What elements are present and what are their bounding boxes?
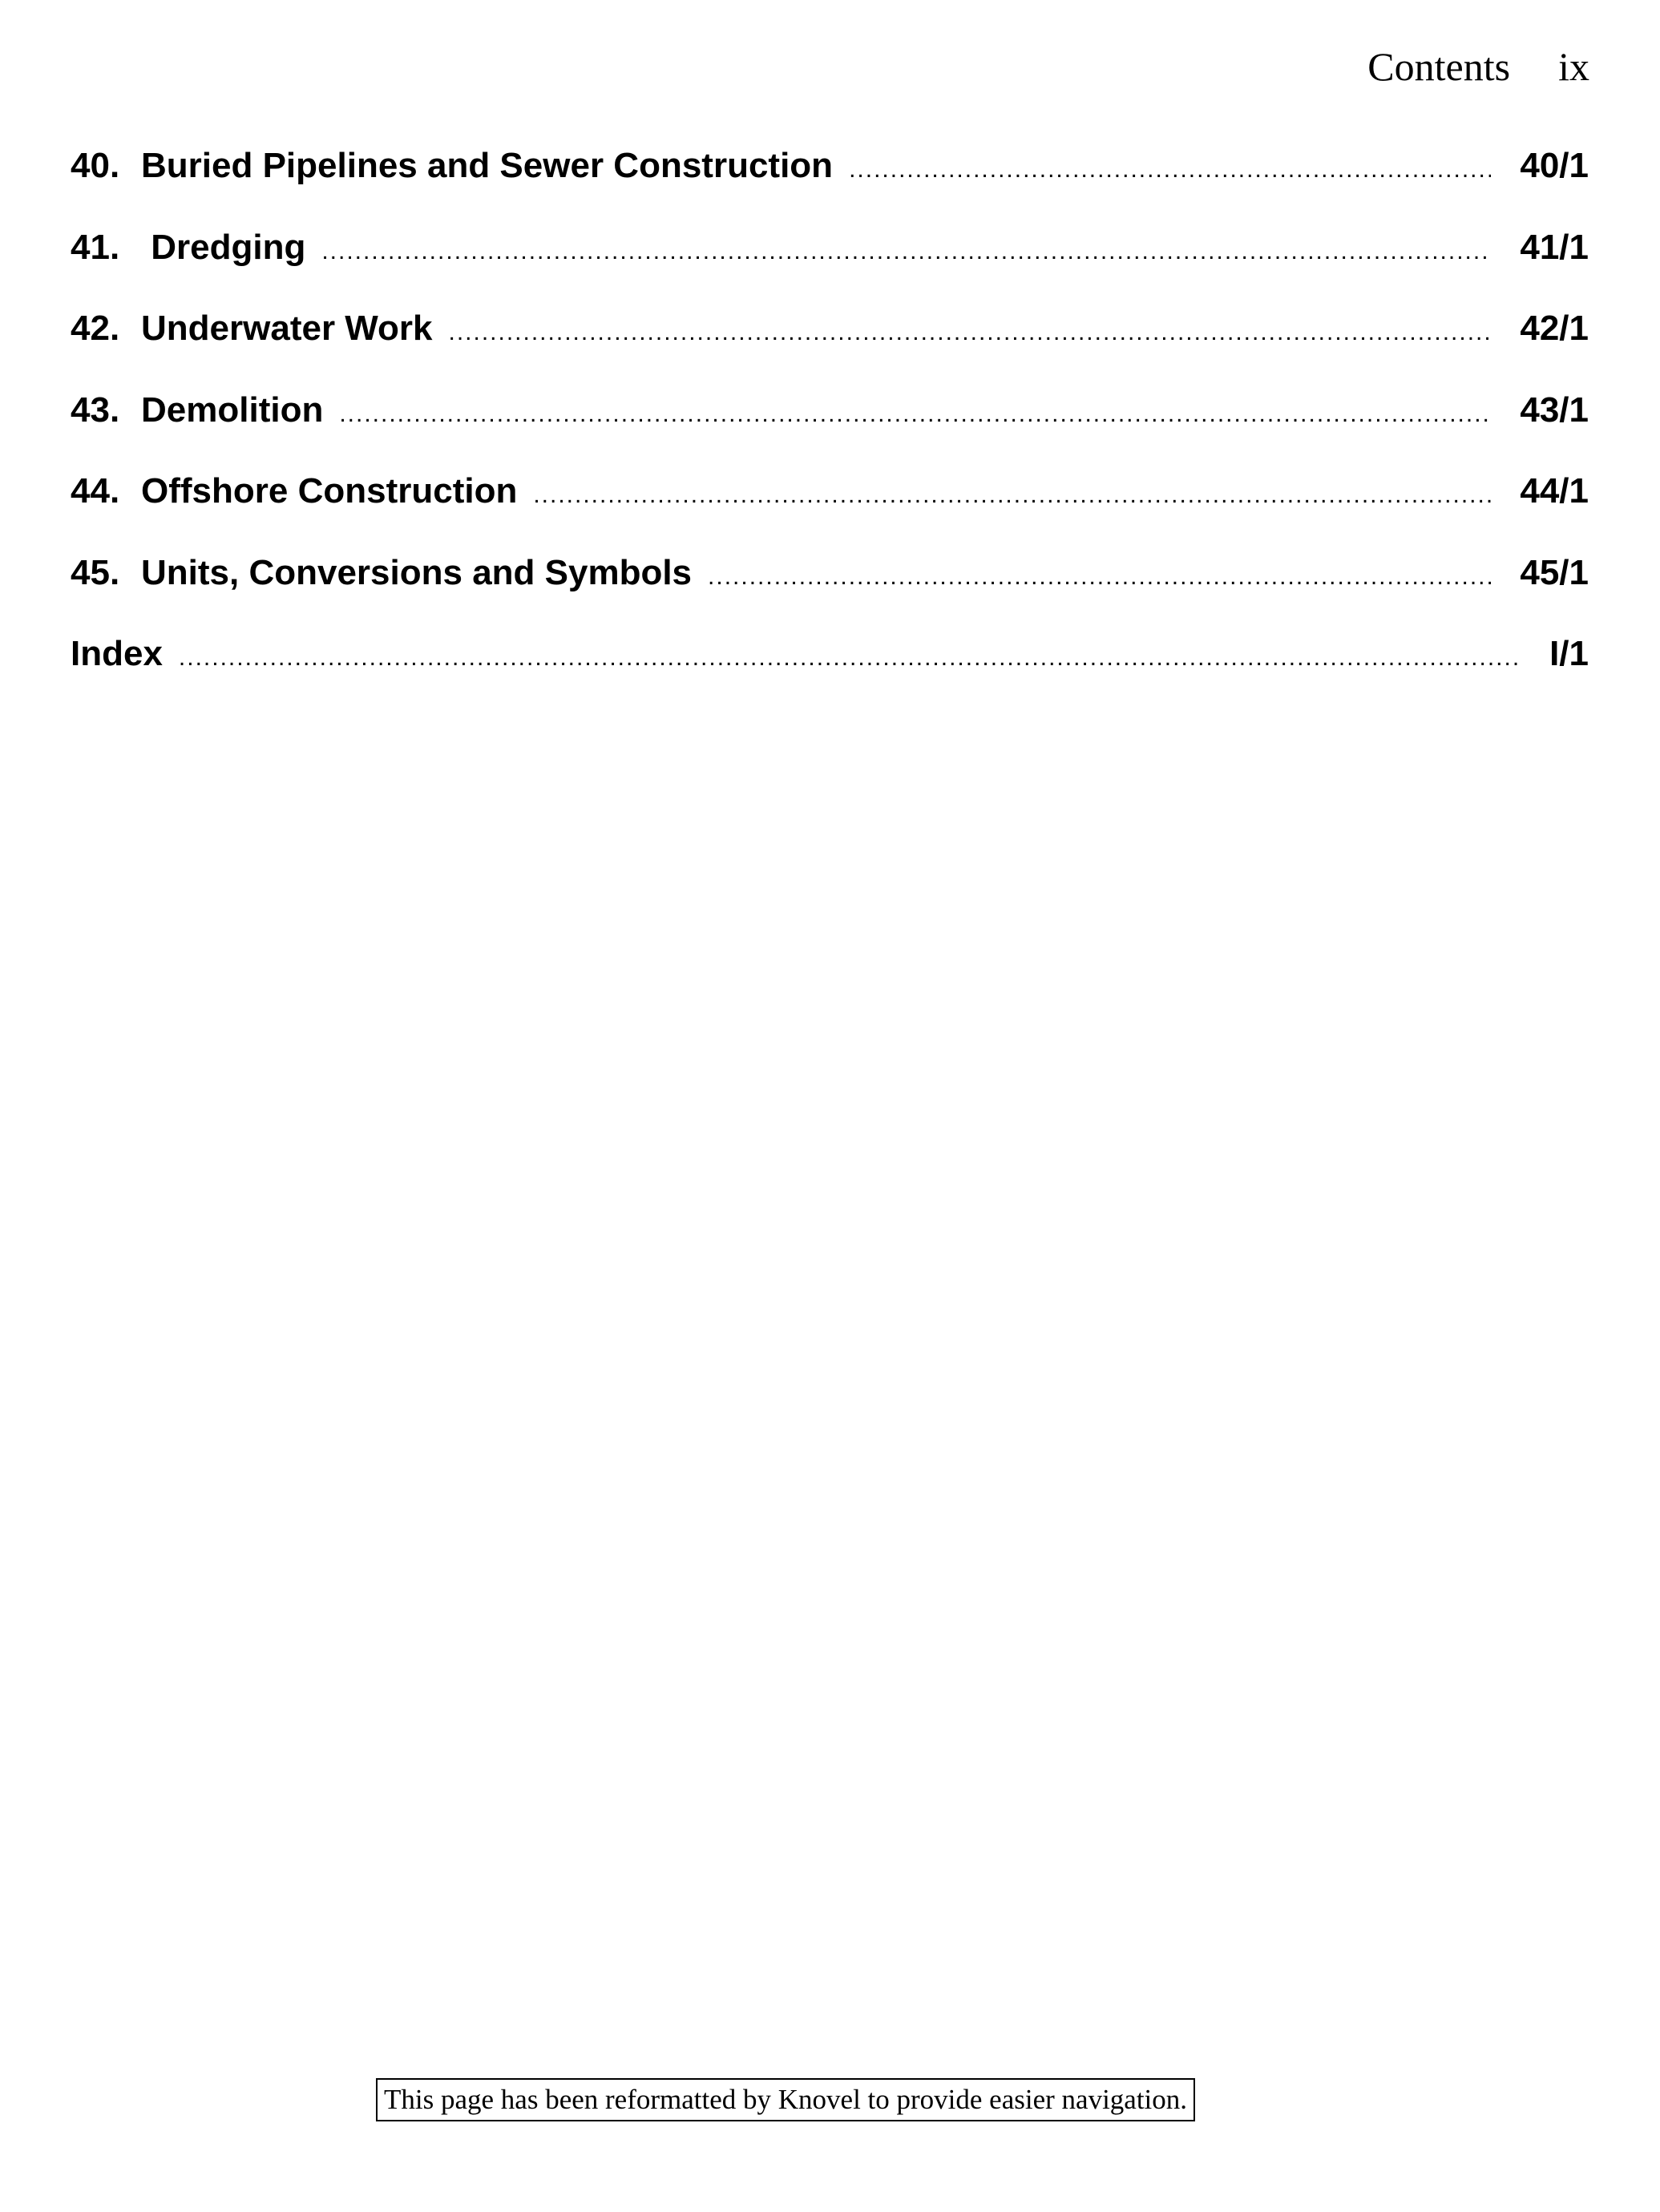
toc-entry-44[interactable]	[71, 471, 1589, 553]
reformatted-notice: This page has been reformatted by Knovel to provide easier navigation.	[376, 2078, 1195, 2121]
toc-entry-number: 41.	[71, 227, 120, 267]
toc-entry-page[interactable]: 44/1	[1520, 471, 1589, 511]
toc-entry-number: 43.	[71, 390, 120, 430]
toc-entry-title[interactable]: Buried Pipelines and Sewer Construction	[141, 146, 834, 185]
running-head-page-number: ix	[1558, 44, 1589, 89]
toc-entry-41[interactable]	[71, 228, 1589, 309]
toc-entry-page[interactable]: 45/1	[1520, 552, 1589, 592]
toc-entry-45[interactable]	[71, 553, 1589, 635]
toc-entry-page[interactable]: I/1	[1549, 634, 1589, 673]
toc-entry-43[interactable]	[71, 390, 1589, 472]
toc-entry-title[interactable]: Underwater Work	[141, 309, 433, 348]
toc-entry-page[interactable]: 40/1	[1520, 146, 1589, 185]
toc-entry-page[interactable]: 43/1	[1520, 390, 1589, 430]
dot-leader	[449, 319, 1492, 346]
dot-leader	[533, 482, 1491, 509]
toc-entry-title[interactable]: Dredging	[141, 227, 306, 267]
toc-entry-42[interactable]	[71, 309, 1589, 390]
dot-leader	[849, 156, 1491, 184]
toc-entry-title[interactable]: Demolition	[141, 390, 324, 430]
toc-entry-page[interactable]: 42/1	[1520, 309, 1589, 348]
toc-entry-40[interactable]	[71, 146, 1589, 228]
dot-leader	[179, 644, 1521, 672]
toc-entry-title[interactable]: Units, Conversions and Symbols	[141, 552, 693, 592]
toc-entry-number: 45.	[71, 552, 120, 592]
dot-leader	[321, 238, 1491, 265]
toc-entry-title[interactable]: Index	[71, 634, 163, 673]
dot-leader	[708, 563, 1491, 591]
dot-leader	[339, 401, 1491, 428]
running-head	[1367, 46, 1589, 87]
toc-entry-page[interactable]: 41/1	[1520, 227, 1589, 267]
toc-entry-number: 44.	[71, 471, 120, 511]
toc-entry-number: 40.	[71, 146, 120, 185]
toc-entry-title[interactable]: Offshore Construction	[141, 471, 518, 511]
toc-entry-number: 42.	[71, 309, 120, 348]
table-of-contents	[71, 146, 1589, 716]
toc-entry-index[interactable]	[71, 634, 1589, 716]
running-head-section: Contents	[1367, 44, 1511, 89]
